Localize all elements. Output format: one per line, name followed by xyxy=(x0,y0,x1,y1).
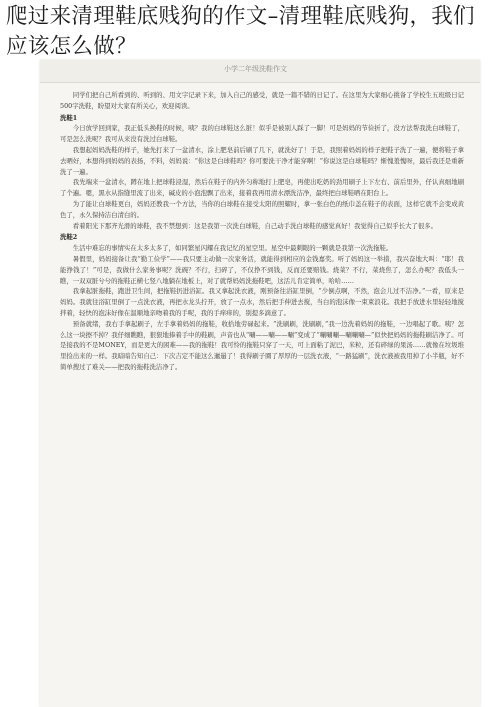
document-subtitle: 小学二年级洗鞋作文 xyxy=(224,65,287,73)
body-paragraph: 我想起妈妈洗鞋的样子，她先打来了一盆清水，涂上肥皂前后刷了几下，就洗好了！于是，我照着妈妈的样子把鞋子洗了一遍，便将鞋子拿去晒好，本想得到妈妈的表扬，不料，妈妈说：“你这是白球鞋吗？你可要洗干净才能穿啊！”你说这是白球鞋吗？惭愧羞愧呀，最后我还是重新洗了一遍。 xyxy=(60,145,464,176)
section-title: 洗鞋2 xyxy=(60,233,78,242)
body-paragraph: 看着阳光下那齐光滑的球鞋，我不禁想到：这是我第一次洗白球鞋，自己动手洗白球鞋的感觉真好！我觉得自己似乎长大了很多。 xyxy=(72,221,438,230)
document-body xyxy=(60,90,464,373)
body-paragraph: 我拿起脏拖鞋，跑进卫生间，把拖鞋扔进浴缸。我又拿起洗衣液，刚预备往浴缸里倒，“少倒点啊，不然，泡会儿过不洁净。”一看，原来是妈妈。我就往浴缸里倒了一点洗衣液，再把水龙头拧开，放了一点水，然后把手伸进去搅，当白的泡沫像一束束浪花。我把手放进水里轻轻地搅拌着，轻快的泡沫好像在温顺地亲吻着我的手呢，我的手痒痒的，别提多滴意了。 xyxy=(60,287,464,317)
section-title: 洗鞋1 xyxy=(60,113,78,122)
document-page xyxy=(40,60,480,707)
article-headline: 爬过来清理鞋底贱狗的作文–清理鞋底贱狗，我们应该怎么做？ xyxy=(6,4,475,59)
body-paragraph: 我先端来一盆清水，蹲在地上把球鞋浸湿，然后在鞋子的内外匀称地打上肥皂，再使出吃奶的劲用刷子上下左右、前后里外，仔认真细地刷了个遍。嗯，黑水从指缝里流了出来，碱皮的小泡泡飘了出来，接着我再用清水漂洗洁净，最终把白球鞋晒在阳台上。 xyxy=(60,178,464,198)
body-paragraph: 预备就绪，我右手拿起刷子，左手拿着妈妈的拖鞋，收拾地劳碌起来。“洗刷刷，洗刷刷，”我一边洗着妈妈的拖鞋，一边唱起了歌。咦？怎么这一块擦不掉？我仔细瞧瞧，狠狠地捧着手中的鞋刷，声音也从“唰——唰——唰”变成了“唰唰唰—唰唰唰—”似快把妈妈的拖鞋刷洁净了。可是接我的不是MONEY，而是更大的困难——我的拖鞋！我可怜的拖鞋只穿了一天，可上面粘了泥巴，米粒，还有碎绿的果汤……就像在垃圾堆里捡出来的一样。我暗暗告知自己：下次吉定不能这么邋遢了！我得刷子圈了厚厚的一层洗衣液，“一路猛刷”，洗衣液被我用掉了小半瓶，好不简单搜过了难关——把我的拖鞋洗洁净了。 xyxy=(60,319,464,371)
intro-paragraph: 同学们把自己所看到的、听到的、用文字记录下来，加入自己的感受，就是一篇不错的日记了。在这里为大家细心挑备了学校生五班级日记500字洗鞋，盼望对大家有所关心，欢迎阅读。 xyxy=(60,91,464,110)
body-paragraph: 暑假里，妈妈接备让我“勤工俭学”——我只要主动做一次家务活，就能得到相应的金钱嘉奖。听了妈妈这一举措，我兴奋地大叫：“耶！我能挣钱了！”可是，我做什么家务事呢？洗碗？不行，扫碎了，不仅挣不到钱，反而还要赔钱。烧菜？不行，菜烧焦了，怎么办呢？我低头一瞧，一双双脏兮兮的拖鞋正横七竖八地躺在地板上，对了就帮妈妈洗拖鞋吧，这活儿肯定简单，哈哈…… xyxy=(60,254,464,285)
body-paragraph: 为了能让白球鞋更白，妈妈还教我一个方法，当你的白球鞋在接受太阳的照耀时，拿一张白色的纸巾盖在鞋子的表面，这样它就不会变成黄色了，永久保持洁白清白的。 xyxy=(60,199,464,219)
body-paragraph: 生活中难忘的事情实在太多太多了，如同繁星闪耀在我记忆的星空里。星空中最刺眼的一颗就是我第一次洗拖鞋。 xyxy=(72,244,393,253)
document-header xyxy=(40,60,480,83)
body-paragraph: 今日放学回到家，我正低头换鞋的时候，咦？我的白球鞋这么脏！似乎是被别人踩了一脚！可是妈妈的节俭折了，没方法帮我洗白球鞋了，可是怎么洗呢？我可从来没有洗过白球鞋。 xyxy=(60,124,464,144)
